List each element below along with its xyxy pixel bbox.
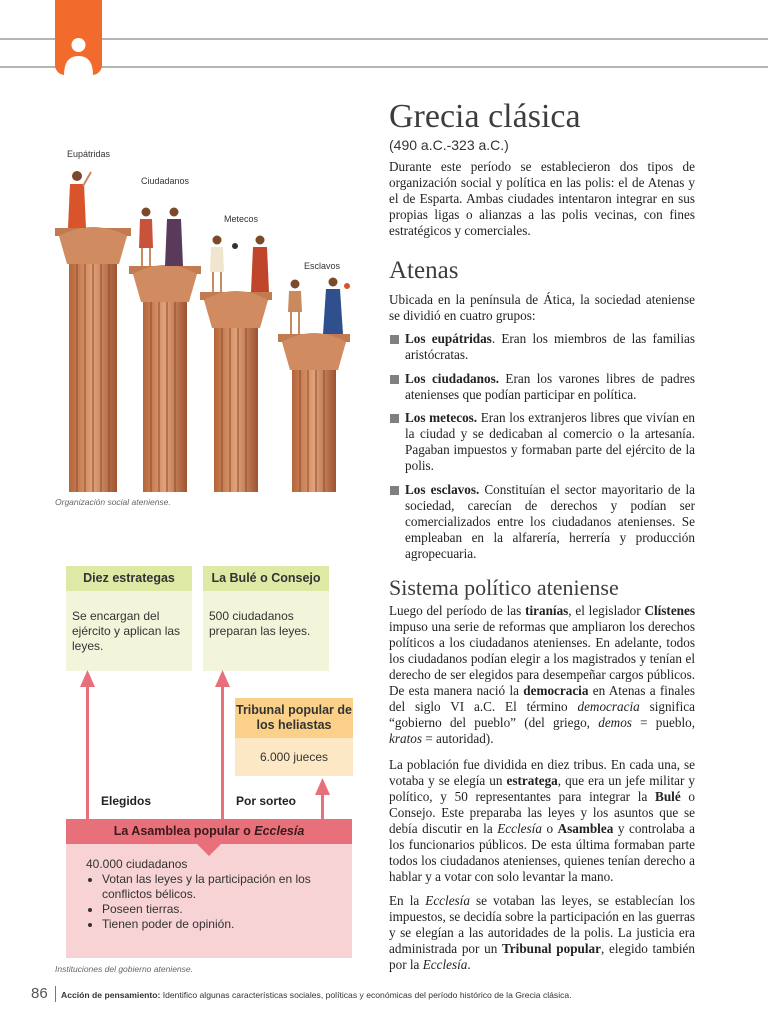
sistema-paragraph-3: En la Ecclesía se votaban las leyes, se establecían los impuestos, se decidía sobre la participación en las guerras y se elegían a las autoridades de la polis. La justicia era administrada por un Tribunal popular, elegido también por la Ecclesía. xyxy=(389,893,695,972)
column-metecos xyxy=(200,291,272,492)
list-item: • Poseen tierras. xyxy=(102,902,344,917)
label-eupatridas: Eupátridas xyxy=(67,149,111,159)
header-rule-top xyxy=(0,38,768,40)
label-esclavos: Esclavos xyxy=(304,261,341,271)
asamblea-pointer xyxy=(196,843,222,857)
column-ciudadanos xyxy=(129,265,201,492)
bule-text: 500 ciudadanos preparan las leyes. xyxy=(203,591,329,671)
label-metecos: Metecos xyxy=(224,214,259,224)
label-ciudadanos: Ciudadanos xyxy=(141,176,190,186)
sistema-heading: Sistema político ateniense xyxy=(389,575,619,600)
tribunal-text: 6.000 jueces xyxy=(235,738,353,776)
asamblea-title: La Asamblea popular o Ecclesía xyxy=(66,819,352,844)
arrow-up-icon xyxy=(80,670,95,687)
footer-text: Acción de pensamiento: Identifico algunas características sociales, políticas y económicas del período histórico de la Grecia clásica. xyxy=(61,990,572,1000)
asamblea-count: 40.000 ciudadanos xyxy=(86,857,188,871)
sistema-paragraph-1: Luego del período de las tiranías, el legislador Clístenes impuso una serie de reformas que ampliaron los derechos políticos a los ciudadanos atenienses. En adelante, todos los ciudadanos podían elegir a los magistrados y tenían el derecho de ser elegidos para desempeñar cargos públicos. De esta manera nació la democracia en Atenas a finales del siglo VI a.C. El término democracia significa “gobierno del pueblo” (del griego, demos = pueblo, kratos = autoridad). xyxy=(389,603,695,746)
diagram-caption: Instituciones del gobierno ateniense. xyxy=(55,964,193,974)
bullet-square xyxy=(390,335,399,344)
list-item: • Votan las leyes y la participación en los conflictos bélicos. xyxy=(102,872,344,902)
intro-paragraph: Durante este período se establecieron dos tipos de organización social y política en las polis: el de Atenas y el de Esparta. Ambas ciudades intentaron integrar en sus propias ligas o alianzas a las polis vecinas, con fines estratégicos y comerciales. xyxy=(389,159,695,238)
group-metecos: Los metecos. Eran los extranjeros libres que vivían en la ciudad y se dedicaban al comercio o la artesanía. Pagaban impuestos y formaban parte del ejército de la polis. xyxy=(389,410,695,474)
social-columns-illustration xyxy=(55,140,365,495)
group-ciudadanos: Los ciudadanos. Eran los varones libres de padres atenienses que podían participar en política. xyxy=(389,371,695,403)
header-rule-bottom xyxy=(0,66,768,68)
strategos-title: Diez estrategas xyxy=(66,566,192,591)
figure-metecos xyxy=(210,236,269,293)
bule-title: La Bulé o Consejo xyxy=(203,566,329,591)
column-eupatridas xyxy=(55,227,131,492)
bullet-square xyxy=(390,486,399,495)
group-esclavos: Los esclavos. Constituían el sector mayoritario de la sociedad, carecían de derechos y podían ser comercializados entre los ciudadanos atenienses. Se empleaban en la alfarería, herrería y producción agropecuaria. xyxy=(389,482,695,562)
atenas-heading: Atenas xyxy=(389,257,459,284)
asamblea-list xyxy=(86,872,344,932)
bullet-square xyxy=(390,414,399,423)
bullet-square xyxy=(390,375,399,384)
figure1-caption: Organización social ateniense. xyxy=(55,497,171,507)
list-item: • Tienen poder de opinión. xyxy=(102,917,344,932)
column-esclavos xyxy=(278,333,350,492)
sistema-paragraph-2: La población fue dividida en diez tribus. En cada una, se votaba y se elegía un estratega, que era un jefe militar y político, y 50 representantes para integrar la Bulé o Consejo. Este preparaba las leyes y los asuntos que se debía discutir en la Ecclesía o Asamblea y controlaba a los funcionarios públicos. De esta última formaban parte todos los ciudadanos atenienses, quienes tenían derecho a hablar y a votar con solo levantar la mano. xyxy=(389,757,696,884)
section-tab xyxy=(55,0,102,75)
footer-divider xyxy=(55,986,56,1002)
sorteo-label: Por sorteo xyxy=(236,794,297,808)
period-dates: (490 a.C.-323 a.C.) xyxy=(389,137,509,153)
figure-esclavos xyxy=(288,278,350,335)
elegidos-label: Elegidos xyxy=(101,794,152,808)
atenas-intro: Ubicada en la península de Ática, la sociedad ateniense se dividió en cuatro grupos: xyxy=(389,292,695,323)
page-number: 86 xyxy=(31,985,48,1002)
figure-ciudadanos xyxy=(139,208,183,267)
arrow-up-icon xyxy=(315,778,330,795)
asamblea-body xyxy=(66,844,352,958)
person-icon xyxy=(55,0,102,75)
tribunal-title: Tribunal popular de los heliastas xyxy=(235,698,353,738)
strategos-text: Se encargan del ejército y aplican las leyes. xyxy=(66,591,192,671)
arrow-up-icon xyxy=(215,670,230,687)
group-eupatridas: Los eupátridas. Eran los miembros de las familias aristócratas. xyxy=(389,331,695,363)
figure-eupatrida xyxy=(68,171,91,228)
page-title: Grecia clásica xyxy=(389,98,581,135)
